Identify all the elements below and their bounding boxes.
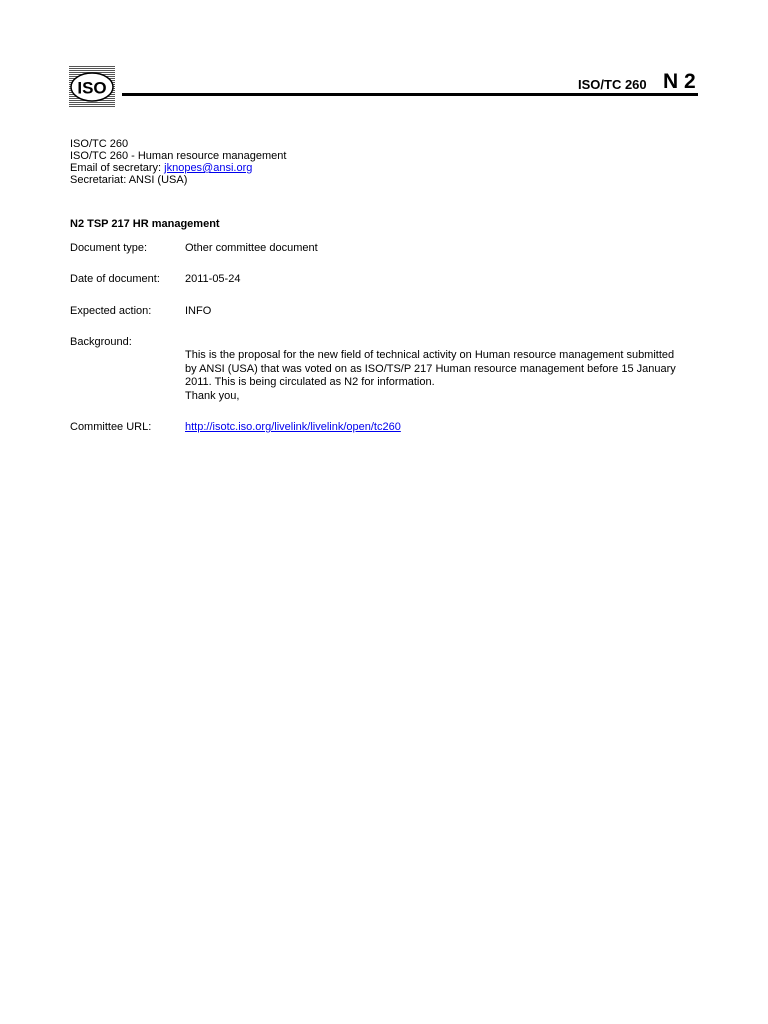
committee-url-link[interactable]: http://isotc.iso.org/livelink/livelink/open/tc260 xyxy=(185,421,401,433)
background-line: Thank you, xyxy=(185,389,240,402)
document-date-label: Date of document: xyxy=(70,273,160,285)
expected-action-label: Expected action: xyxy=(70,305,152,317)
background-text xyxy=(185,349,705,403)
iso-logo xyxy=(69,66,115,108)
background-line: This is the proposal for the new field of technical activity on Human resource management submitted xyxy=(185,349,675,361)
committee-code: ISO/TC 260 xyxy=(578,77,647,92)
document-date-value: 2011-05-24 xyxy=(185,273,241,285)
committee-name: ISO/TC 260 - Human resource management xyxy=(70,150,287,162)
secretary-email-line xyxy=(70,162,286,174)
background-line: by ANSI (USA) that was voted on as ISO/TS/P 217 Human resource management before 15 January xyxy=(185,362,676,375)
document-title: N2 TSP 217 HR management xyxy=(70,218,220,230)
document-type-value: Other committee document xyxy=(185,242,318,254)
document-number: N 2 xyxy=(663,70,696,93)
expected-action-value: INFO xyxy=(185,305,212,317)
committee-info xyxy=(70,138,286,186)
secretary-email-link[interactable]: jknopes@ansi.org xyxy=(164,162,253,174)
background-label: Background: xyxy=(70,336,132,348)
header-rule xyxy=(122,93,698,96)
secretariat: Secretariat: ANSI (USA) xyxy=(70,174,188,186)
committee-url-label: Committee URL: xyxy=(70,421,152,433)
background-line: 2011. This is being circulated as N2 for information. xyxy=(185,376,435,388)
email-label: Email of secretary: xyxy=(70,162,165,174)
committee-line: ISO/TC 260 xyxy=(70,138,129,150)
document-type-label: Document type: xyxy=(70,242,148,254)
logo-text: ISO xyxy=(77,78,107,98)
